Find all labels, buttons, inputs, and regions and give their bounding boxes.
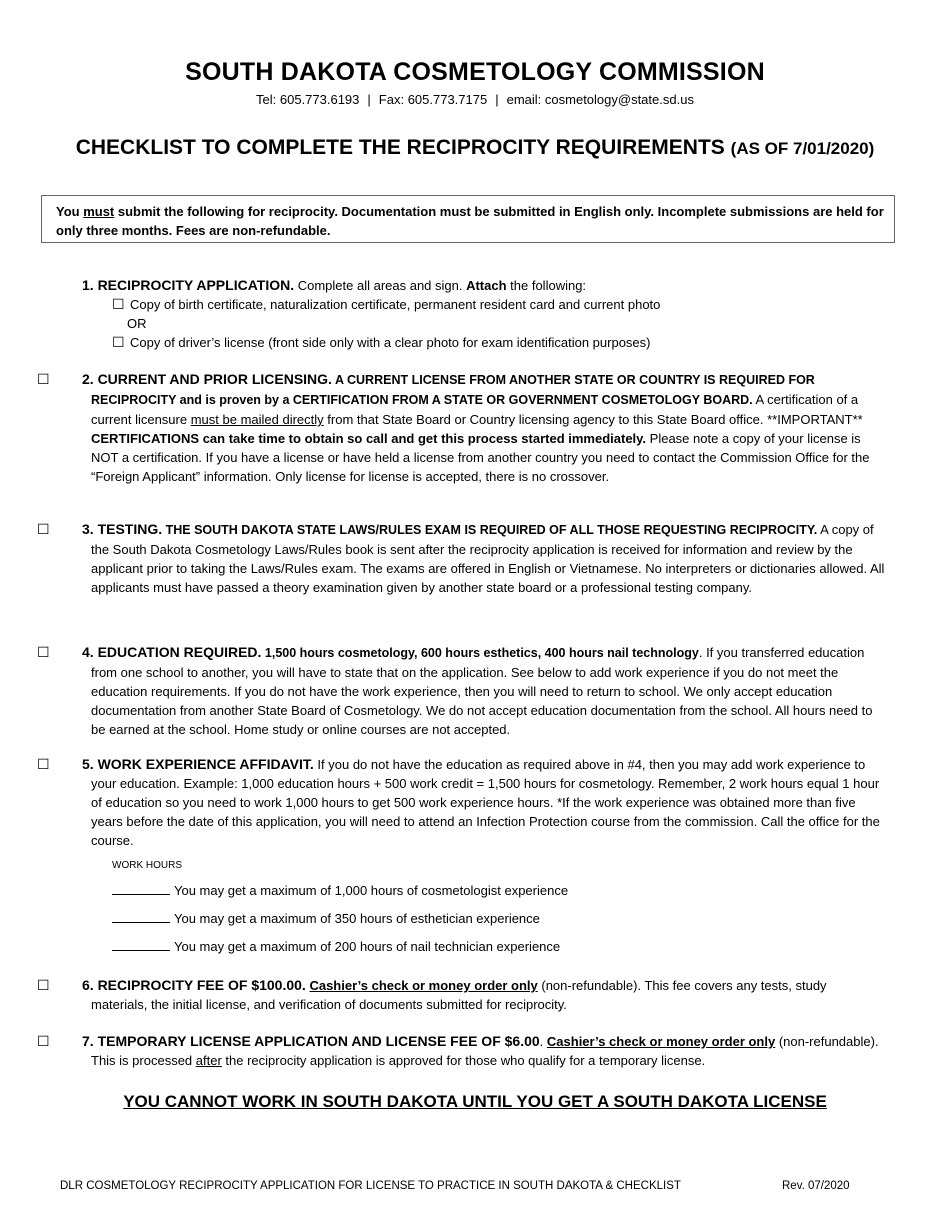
option-drivers-license	[82, 333, 904, 352]
section-text: the reciprocity application is approved for those who qualify for a temporary license.	[221, 1053, 706, 1068]
page-title: SOUTH DAKOTA COSMETOLOGY COMMISSION	[185, 58, 765, 86]
section-heading: 1. RECIPROCITY APPLICATION.	[82, 277, 295, 293]
section-heading: 5. WORK EXPERIENCE AFFIDAVIT.	[82, 756, 314, 772]
section-text: If you do not have the education as required above in #4, then you may add work experience to your education. Example: 1,000 education hours + 500 work credit = 1,500 hours for cosmetology. Remember, 2 work hours equal 1 hour of education so you need to work 1,000 hours to get 500 work experience hours. *If the work experience was obtained more than five years before the date of this application, you will need to attend an Infection Protection course from the commission. Call the office for the course.	[91, 757, 880, 848]
section-text: (non-refundable). This is processed	[91, 1034, 879, 1068]
section-underlined-text: must be mailed directly	[190, 412, 324, 427]
or-label: OR	[127, 316, 147, 331]
checklist-title	[0, 136, 950, 160]
section-text: Complete all areas and sign.	[294, 278, 467, 293]
checkbox-icon[interactable]: ☐	[112, 296, 125, 312]
checkbox-icon[interactable]: ☐	[37, 756, 50, 772]
checkbox-icon[interactable]: ☐	[37, 371, 50, 387]
checkbox-icon[interactable]: ☐	[37, 1033, 50, 1049]
section-heading: 7. TEMPORARY LICENSE APPLICATION AND LICENSE FEE OF $6.00	[82, 1033, 540, 1049]
section-text: from that State Board or Country licensing agency to this State Board office. **IMPORTANT**	[323, 412, 863, 427]
fax-number: Fax: 605.773.7175	[378, 92, 488, 107]
section-text: (non-refundable). This fee covers any tests, study materials, the initial license, and verification of documents submitted for reciprocity.	[91, 978, 827, 1012]
section-heading: 2. CURRENT AND PRIOR LICENSING.	[82, 371, 332, 387]
work-hours-label: WORK HOURS	[112, 860, 182, 871]
section-text: the following:	[506, 278, 587, 293]
section-heading: 6. RECIPROCITY FEE OF $100.00.	[82, 977, 306, 993]
section-reciprocity-application	[82, 276, 904, 352]
payment-method: Cashier’s check or money order only	[546, 1034, 776, 1049]
work-hours-text: You may get a maximum of 1,000 hours of cosmetologist experience	[174, 883, 569, 898]
notice-box	[41, 195, 895, 243]
option-text: Copy of driver’s license (front side only with a clear photo for exam identification purposes)	[130, 335, 651, 350]
section-heading: 3. TESTING.	[82, 521, 163, 537]
section-bold-text: 1,500 hours cosmetology, 600 hours esthetics, 400 hours nail technology	[261, 646, 699, 660]
section-underlined-text: after	[195, 1053, 222, 1068]
work-hours-nail-technician	[112, 939, 560, 954]
work-hours-esthetician	[112, 911, 540, 926]
option-birth-certificate	[82, 295, 904, 314]
revision-date: Rev. 07/2020	[782, 1180, 850, 1192]
checkbox-icon[interactable]: ☐	[37, 644, 50, 660]
footer-text: DLR COSMETOLOGY RECIPROCITY APPLICATION FOR LICENSE TO PRACTICE IN SOUTH DAKOTA & CHECKLIST	[60, 1180, 681, 1192]
section-text: Please note a copy of your license is NOT a certification. If you have a license or have held a license from another country you need to contact the Commission Office for the “Foreign Applicant” information. Only license for license is accepted, there is no crossover.	[91, 431, 870, 484]
contact-line	[0, 92, 950, 107]
section-bold-text: THE SOUTH DAKOTA STATE LAWS/RULES EXAM IS REQUIRED OF ALL THOSE REQUESTING RECIPROCITY.	[162, 523, 818, 537]
work-hours-cosmetologist	[112, 883, 568, 898]
checkbox-icon[interactable]: ☐	[112, 334, 125, 350]
checkbox-icon[interactable]: ☐	[37, 977, 50, 993]
attach-label: Attach	[466, 278, 507, 293]
phone-number: Tel: 605.773.6193	[256, 92, 360, 107]
separator: |	[495, 92, 499, 107]
work-hours-text: You may get a maximum of 350 hours of esthetician experience	[174, 911, 540, 926]
section-reciprocity-fee	[37, 976, 886, 1014]
section-heading: 4. EDUCATION REQUIRED.	[82, 644, 262, 660]
notice-text: submit the following for reciprocity. Documentation must be submitted in English only. Incomplete submissions are held for only three months. Fees are non-refundable.	[56, 204, 884, 238]
checkbox-icon[interactable]: ☐	[37, 521, 50, 537]
section-text: .	[539, 1034, 547, 1049]
section-education	[37, 643, 886, 739]
section-text: A certification of a current licensure	[91, 392, 859, 427]
hours-input[interactable]	[112, 911, 170, 923]
option-text: Copy of birth certificate, naturalization certificate, permanent resident card and current photo	[130, 297, 661, 312]
section-testing	[37, 520, 886, 597]
separator: |	[367, 92, 371, 107]
closing-warning: YOU CANNOT WORK IN SOUTH DAKOTA UNTIL YOU GET A SOUTH DAKOTA LICENSE	[123, 1092, 827, 1111]
section-temporary-license	[37, 1032, 886, 1070]
checklist-title-main: CHECKLIST TO COMPLETE THE RECIPROCITY REQUIREMENTS	[75, 136, 725, 159]
section-bold-text: A CURRENT LICENSE FROM ANOTHER STATE OR COUNTRY IS REQUIRED FOR RECIPROCITY and is proven by a CERTIFICATION FROM A STATE OR GOVERNMENT COSMETOLOGY BOARD.	[91, 373, 815, 407]
hours-input[interactable]	[112, 939, 170, 951]
notice-text: You	[56, 204, 84, 219]
checklist-as-of-date: (AS OF 7/01/2020)	[730, 139, 875, 158]
payment-method: Cashier’s check or money order only	[309, 978, 538, 993]
section-text: A copy of the South Dakota Cosmetology Laws/Rules book is sent after the reciprocity application is received for information and review by the applicant prior to taking the Laws/Rules exam. The exams are offered in English or Vietnamese. No interpreters or dictionaries allowed. All applicants must have passed a theory examination given by another state board or a professional testing company.	[91, 522, 885, 595]
section-text: . If you transferred education from one school to another, you will have to state that on the application. See below to add work experience if you do not meet the education requirements. If you do not have the work experience, then you will need to return to school. We only accept education documentation from another State Board of Cosmetology. We do not accept education documentation from the school. All hours need to be earned at the school. Home study or online courses are not accepted.	[91, 645, 873, 737]
notice-must: must	[83, 204, 115, 219]
email-address: email: cosmetology@state.sd.us	[506, 92, 694, 107]
work-hours-text: You may get a maximum of 200 hours of nail technician experience	[174, 939, 561, 954]
section-current-licensing	[37, 370, 886, 486]
section-work-experience	[37, 755, 886, 850]
hours-input[interactable]	[112, 883, 170, 895]
section-bold-text: CERTIFICATIONS can take time to obtain so call and get this process started immediately.	[91, 431, 647, 446]
